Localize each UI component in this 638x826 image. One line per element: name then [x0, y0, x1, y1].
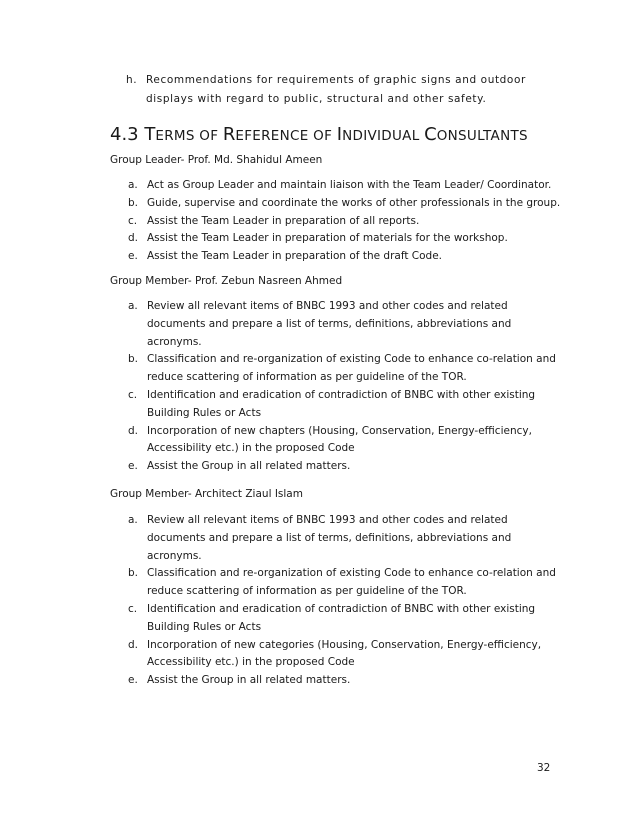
list-item: e. Assist the Team Leader in preparation of the draft Code. [128, 250, 443, 263]
list-item: d. Incorporation of new chapters (Housing, Conservation, Energy-efficiency, Accessibility etc.) in the proposed Code [128, 424, 532, 455]
list-item: b. Guide, supervise and coordinate the works of other professionals in the group. [128, 196, 561, 209]
section-heading [110, 124, 528, 145]
list-item: c. Identification and eradication of contradiction of BNBC with other existing Building Rules or Acts [128, 602, 536, 633]
list-item: a. Review all relevant items of BNBC 1993 and other codes and related documents and prepare a list of terms, definitions, abbreviations and acronyms. [128, 300, 512, 348]
list-item: c. Identification and eradication of contradiction of BNBC with other existing Building Rules or Acts [128, 388, 536, 419]
group-member-label: Group Member- Prof. Zebun Nasreen Ahmed [110, 275, 343, 287]
list-item: e. Assist the Group in all related matters. [128, 674, 351, 687]
group-leader-list [128, 177, 568, 266]
intro-list-item [126, 71, 566, 109]
list-marker: h. [126, 74, 138, 86]
group-member-list [128, 512, 568, 690]
group-member-label: Group Member- Architect Ziaul Islam [110, 488, 303, 500]
list-item: a. Review all relevant items of BNBC 1993 and other codes and related documents and prepare a list of terms, definitions, abbreviations and acronyms. [128, 514, 512, 562]
section-title: TERMS OF REFERENCE OF INDIVIDUAL CONSULTANTS [144, 124, 528, 145]
list-item: e. Assist the Group in all related matters. [128, 460, 351, 473]
list-item: d. Incorporation of new categories (Housing, Conservation, Energy-efficiency, Accessibility etc.) in the proposed Code [128, 638, 542, 669]
list-item: d. Assist the Team Leader in preparation of materials for the workshop. [128, 232, 508, 245]
page-number: 32 [537, 762, 551, 774]
list-item: a. Act as Group Leader and maintain liaison with the Team Leader/ Coordinator. [128, 179, 552, 191]
group-leader-label: Group Leader- Prof. Md. Shahidul Ameen [110, 154, 323, 166]
group-member-list [128, 298, 568, 476]
list-item: b. Classification and re-organization of existing Code to enhance co-relation and reduce scattering of information as per guideline of the TOR. [128, 567, 556, 598]
list-item: c. Assist the Team Leader in preparation of all reports. [128, 214, 420, 227]
list-item: b. Classification and re-organization of existing Code to enhance co-relation and reduce scattering of information as per guideline of the TOR. [128, 353, 556, 384]
section-number: 4.3 [110, 124, 139, 145]
list-item-text: Recommendations for requirements of graphic signs and outdoor displays with regard to public, structural and other safety. [146, 74, 526, 105]
